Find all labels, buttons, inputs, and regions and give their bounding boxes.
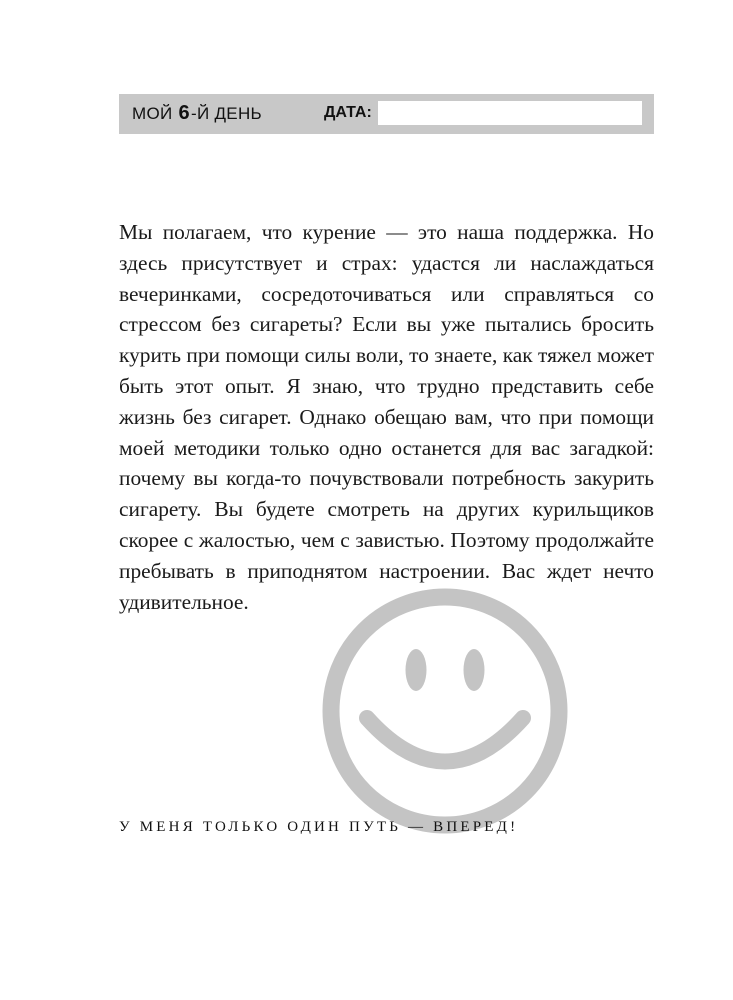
header-bar (119, 94, 654, 134)
day-title-prefix: МОЙ (132, 104, 173, 123)
footer-motto: У МЕНЯ ТОЛЬКО ОДИН ПУТЬ — ВПЕРЕД! (119, 819, 519, 835)
day-title (132, 102, 262, 125)
body-paragraph: Мы полагаем, что курение — это наша поддержка. Но здесь присутствует и страх: удастся ли наслаждаться вечеринками, сосредоточиваться или справляться со стрессом без сигареты? Если вы уже пытались бросить курить при помощи силы воли, то знаете, как тяжел может быть этот опыт. Я знаю, что трудно представить себе жизнь без сигарет. Однако обещаю вам, что при помощи моей методики только одно останется для вас загадкой: почему вы когда-то почувствовали потребность закурить сигарету. Вы будете смотреть на других курильщиков скорее с жалостью, чем с завистью. Поэтому продолжайте пребывать в приподнятом настроении. Вас ждет нечто удивительное. (119, 220, 654, 614)
smiley-face-icon (321, 587, 569, 835)
day-number: 6 (178, 102, 190, 124)
date-field[interactable] (378, 101, 642, 125)
day-title-suffix: -Й ДЕНЬ (190, 104, 262, 123)
date-label: ДАТА: (324, 104, 372, 121)
